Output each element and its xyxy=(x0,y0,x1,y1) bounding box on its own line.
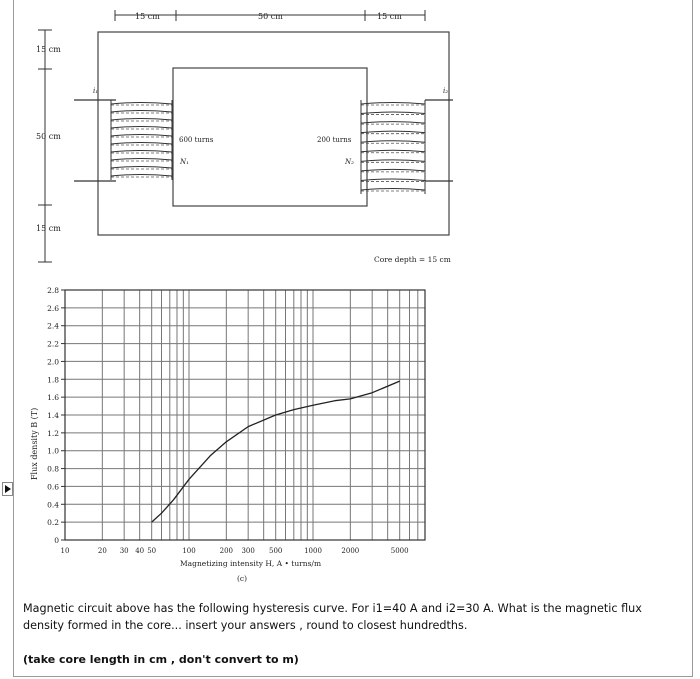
y-tick-label: 2.2 xyxy=(47,339,59,349)
coil-turn xyxy=(361,179,425,181)
x-tick-label: 2000 xyxy=(341,547,360,555)
x-tick-label: 20 xyxy=(97,547,107,555)
y-tick-label: 1.0 xyxy=(47,446,59,456)
y-tick-label: 0.4 xyxy=(47,500,59,510)
y-tick-label: 0.8 xyxy=(47,464,59,474)
y-tick-label: 2.0 xyxy=(47,357,59,367)
coil-turn xyxy=(361,103,425,105)
x-tick-label: 30 xyxy=(119,547,129,555)
y-tick-label: 0.2 xyxy=(47,518,59,528)
coil-turn xyxy=(361,122,425,124)
coil-turn xyxy=(111,159,172,161)
right-coil xyxy=(361,100,425,194)
dim-top-mid: 50 cm xyxy=(258,12,283,21)
y-tick-label: 1.6 xyxy=(47,393,59,403)
y-tick-label: 2.4 xyxy=(47,321,59,331)
dim-left-mid: 50 cm xyxy=(36,132,61,141)
coil-turn xyxy=(111,143,172,145)
coil-turn xyxy=(111,111,172,113)
chart-caption: (c) xyxy=(237,574,248,583)
question-text: Magnetic circuit above has the following hysteresis curve. For i1=40 A and i2=30 A. What is the magnetic flux density formed in the core... insert your answers , round to closest hundredths. xyxy=(23,602,642,632)
coil-turn xyxy=(361,160,425,162)
core-depth-label: Core depth = 15 cm xyxy=(374,255,451,264)
coil-turn xyxy=(111,127,172,129)
x-tick-label: 500 xyxy=(268,547,283,555)
dim-top-right: 15 cm xyxy=(377,12,402,21)
y-tick-label: 2.6 xyxy=(47,303,59,313)
x-tick-label: 5000 xyxy=(390,547,409,555)
y-tick-label: 0.6 xyxy=(47,482,59,492)
question-note: (take core length in cm , don't convert to m) xyxy=(23,653,299,666)
y-tick-label: 2.8 xyxy=(47,286,59,295)
x-tick-label: 10 xyxy=(60,547,70,555)
current-i2: i₂ xyxy=(443,87,449,95)
coil-turn xyxy=(111,135,172,137)
x-tick-label: 1000 xyxy=(304,547,322,555)
dim-top-left: 15 cm xyxy=(135,12,160,21)
x-tick-label: 200 xyxy=(219,547,234,555)
turns-right: 200 turns xyxy=(317,136,352,144)
dim-left-bottom: 15 cm xyxy=(36,224,61,233)
turns-left: 600 turns xyxy=(179,136,214,144)
coil-turn xyxy=(111,119,172,121)
coil-name-n2: N₂ xyxy=(345,158,354,166)
x-tick-label: 300 xyxy=(241,547,255,555)
left-coil-leads xyxy=(74,100,116,181)
y-tick-label: 1.4 xyxy=(47,411,59,420)
coil-turn xyxy=(111,175,172,177)
chart-x-label: Magnetizing intensity H, A • turns/m xyxy=(180,559,322,568)
x-tick-label: 40 xyxy=(135,547,145,555)
y-tick-label: 0 xyxy=(54,536,59,545)
dim-left-top: 15 cm xyxy=(36,45,61,54)
left-coil xyxy=(111,100,172,180)
coil-turn xyxy=(361,169,425,171)
current-i1: i₁ xyxy=(93,87,99,95)
coil-turn xyxy=(111,167,172,169)
coil-turn xyxy=(361,150,425,152)
y-tick-label: 1.2 xyxy=(47,428,59,438)
bh-chart xyxy=(47,286,425,555)
coil-turn xyxy=(361,131,425,133)
x-tick-label: 50 xyxy=(147,547,157,555)
coil-turn xyxy=(361,189,425,191)
coil-name-n1: N₁ xyxy=(180,158,189,166)
coil-turn xyxy=(361,141,425,143)
chart-y-label: Flux density B (T) xyxy=(30,407,39,480)
coil-turn xyxy=(111,151,172,153)
coil-turn xyxy=(111,103,172,105)
x-tick-label: 100 xyxy=(182,547,196,555)
coil-turn xyxy=(361,112,425,114)
y-tick-label: 1.8 xyxy=(47,375,59,385)
